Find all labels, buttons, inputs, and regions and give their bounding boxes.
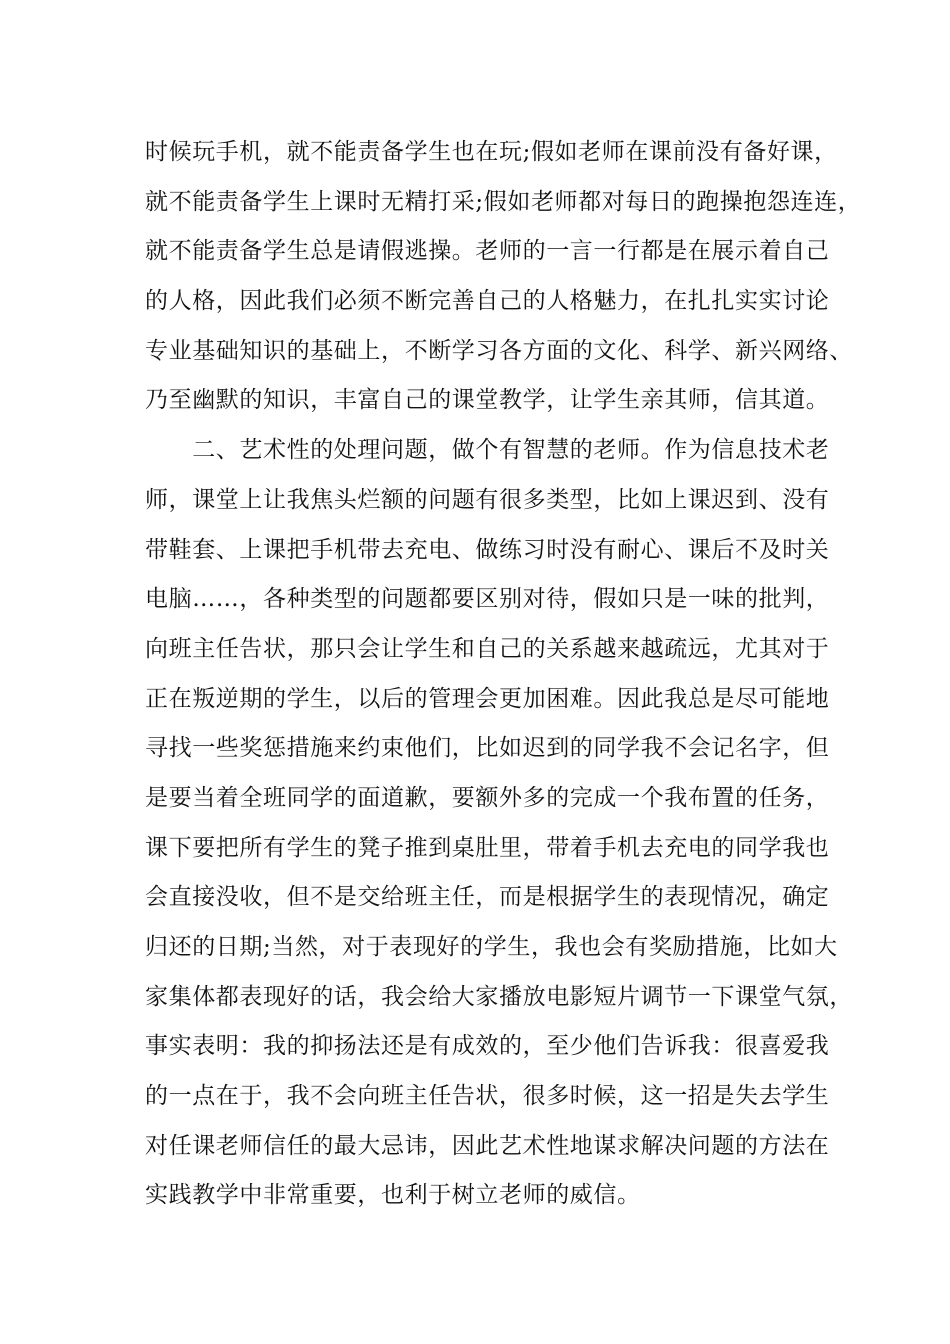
text-line: 电脑……，各种类型的问题都要区别对待，假如只是一味的批判，: [145, 586, 830, 613]
text-line: 乃至幽默的知识，丰富自己的课堂教学，让学生亲其师，信其道。: [145, 387, 830, 414]
text-line: 时候玩手机，就不能责备学生也在玩;假如老师在课前没有备好课，: [145, 139, 838, 165]
text-line: 二、艺术性的处理问题，做个有智慧的老师。作为信息技术老: [145, 437, 830, 464]
text-line: 家集体都表现好的话，我会给大家播放电影短片调节一下课堂气氛，: [145, 983, 853, 1010]
text-line: 课下要把所有学生的凳子推到桌肚里，带着手机去充电的同学我也: [145, 834, 830, 861]
text-line: 实践教学中非常重要，也利于树立老师的威信。: [145, 1182, 641, 1209]
text-line: 的一点在于，我不会向班主任告状，很多时候，这一招是失去学生: [145, 1083, 830, 1110]
text-line: 向班主任告状，那只会让学生和自己的关系越来越疏远，尤其对于: [145, 635, 830, 662]
text-line: 归还的日期;当然，对于表现好的学生，我也会有奖励措施，比如大: [145, 934, 838, 960]
text-line: 是要当着全班同学的面道歉，要额外多的完成一个我布置的任务，: [145, 784, 830, 811]
text-line: 正在叛逆期的学生，以后的管理会更加困难。因此我总是尽可能地: [145, 685, 830, 712]
text-line: 师，课堂上让我焦头烂额的问题有很多类型，比如上课迟到、没有: [145, 486, 830, 513]
body-text: [145, 132, 862, 1225]
text-line: 对任课老师信任的最大忌讳，因此艺术性地谋求解决问题的方法在: [145, 1132, 830, 1159]
text-line: 就不能责备学生总是请假逃操。老师的一言一行都是在展示着自己: [145, 238, 830, 265]
text-line: 事实表明：我的抑扬法还是有成效的，至少他们告诉我：很喜爱我: [145, 1033, 830, 1060]
text-line: 就不能责备学生上课时无精打采;假如老师都对每日的跑操抱怨连连，: [145, 188, 862, 215]
text-line: 寻找一些奖惩措施来约束他们，比如迟到的同学我不会记名字，但: [145, 735, 830, 762]
text-line: 带鞋套、上课把手机带去充电、做练习时没有耐心、课后不及时关: [145, 536, 830, 563]
text-line: 会直接没收，但不是交给班主任，而是根据学生的表现情况，确定: [145, 884, 830, 911]
text-line: 的人格，因此我们必须不断完善自己的人格魅力，在扎扎实实讨论: [145, 288, 830, 315]
text-line: 专业基础知识的基础上，不断学习各方面的文化、科学、新兴网络、: [145, 337, 853, 364]
